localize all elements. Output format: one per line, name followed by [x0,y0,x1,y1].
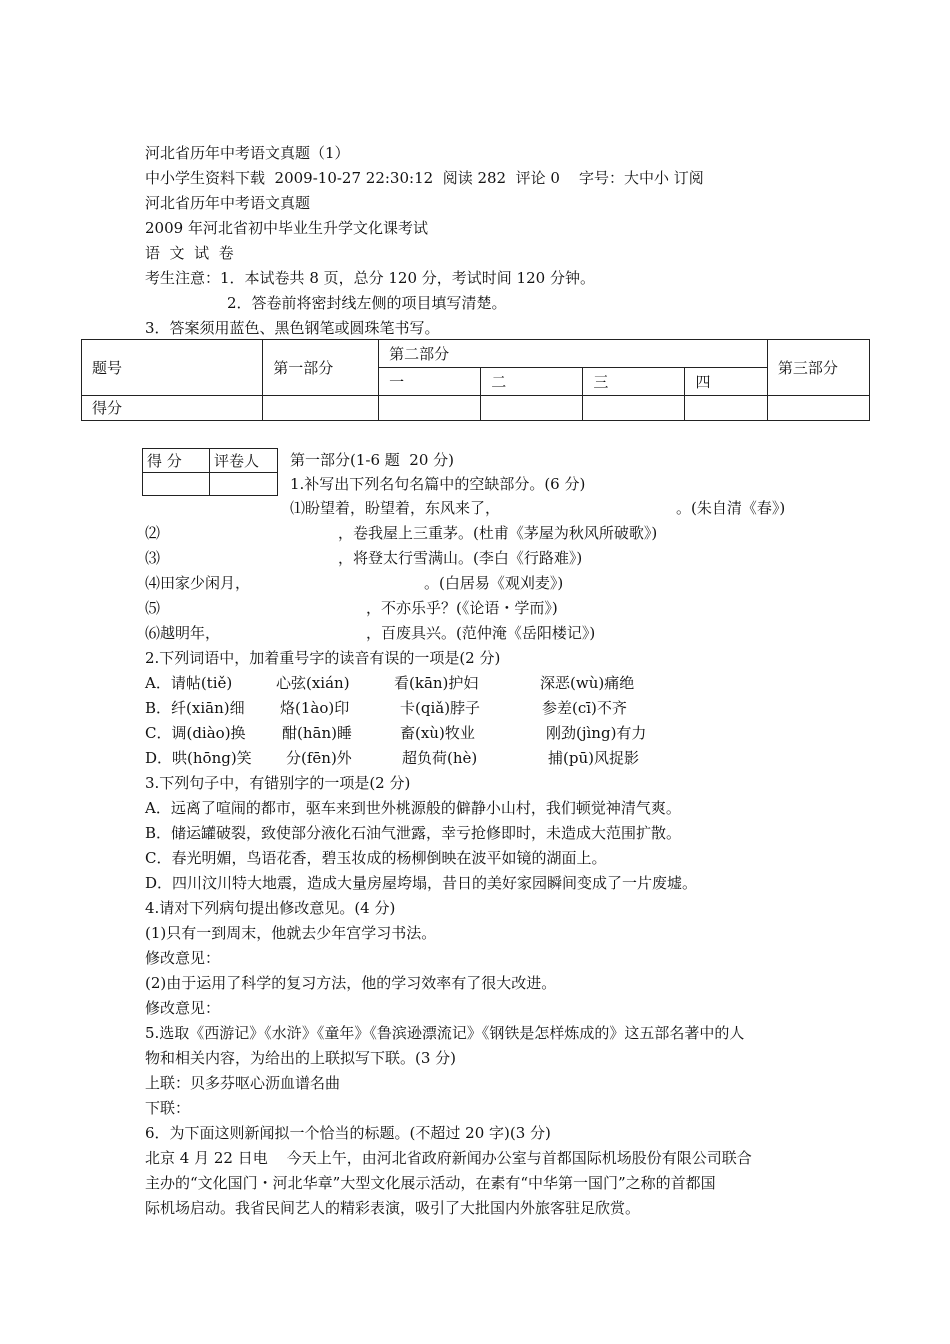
notice-line-3: 3．答案须用蓝色、黑色钢笔或圆珠笔书写。 [145,319,440,337]
q6-news-line-3: 际机场启动。我省民间艺人的精彩表演，吸引了大批国内外旅客驻足欣赏。 [145,1199,641,1217]
score-table-part2: 第二部分 [379,340,768,368]
notice-line-2: 2．答卷前将密封线左侧的项目填写清楚。 [227,294,507,312]
q2-option-b-3: 卡(qiǎ)脖子 [400,699,481,717]
q1-1-source: 。(朱自清《春》) [676,499,786,517]
q3-stem: 3.下列句子中，有错别字的一项是(2 分) [145,774,411,792]
q3-option-d: D．四川汶川特大地震，造成大量房屋垮塌，昔日的美好家园瞬间变成了一片废墟。 [145,874,698,892]
score-table-part1: 第一部分 [263,340,379,396]
score-row-label: 得分 [82,395,263,420]
score-table-sub-1: 一 [379,368,481,395]
q2-option-d-1: D．哄(hōng)笑 [145,749,252,767]
score-cell [583,395,685,420]
notice-line-1: 考生注意：1．本试卷共 8 页，总分 120 分，考试时间 120 分钟。 [145,269,595,287]
score-table [81,339,870,421]
q1-3-number: ⑶ [145,549,161,567]
q1-5-number: ⑸ [145,599,161,617]
q1-stem: 1.补写出下列名句名篇中的空缺部分。(6 分) [290,475,586,493]
score-cell [379,395,481,420]
q2-option-c-1: C．调(diào)换 [145,724,246,742]
q5-stem-line-1: 5.选取《西游记》《水浒》《童年》《鲁滨逊漂流记》《钢铁是怎样炼成的》这五部名著中的人 [145,1024,745,1042]
q2-option-a-3: 看(kān)护妇 [394,674,479,692]
grader-score-cell [143,472,210,496]
q1-1-text: ⑴盼望着，盼望着，东风来了， [290,499,501,517]
q2-option-d-4: 捕(pū)风捉影 [548,749,639,767]
q2-option-b-4: 参差(cī)不齐 [542,699,627,717]
q2-option-d-3: 超负荷(hè) [402,749,478,767]
q2-option-a-2: 心弦(xián) [276,674,350,692]
q4-sentence-1: (1)只有一到周末，他就去少年宫学习书法。 [145,924,437,942]
q6-stem: 6．为下面这则新闻拟一个恰当的标题。(不超过 20 字)(3 分) [145,1124,551,1142]
q6-news-line-2: 主办的“文化国门・河北华章”大型文化展示活动，在素有“中华第一国门”之称的首都国 [145,1174,716,1192]
score-cell [481,395,583,420]
score-table-sub-4: 四 [685,368,767,395]
exam-name: 2009 年河北省初中毕业生升学文化课考试 [145,219,428,237]
q2-stem: 2.下列词语中，加着重号字的读音有误的一项是(2 分) [145,649,501,667]
grader-name-cell [210,472,278,496]
q2-option-a-1: A．请帖(tiě) [145,674,233,692]
doc-subtitle: 河北省历年中考语文真题 [145,194,311,212]
q1-2-number: ⑵ [145,524,161,542]
doc-title: 河北省历年中考语文真题（1） [145,144,350,162]
q5-lower-couplet-label: 下联： [145,1099,191,1117]
score-cell [263,395,379,420]
score-table-sub-2: 二 [481,368,583,395]
q3-option-a: A．远离了喧闹的都市，驱车来到世外桃源般的僻静小山村，我们顿觉神清气爽。 [145,799,681,817]
q4-answer-2-label: 修改意见： [145,999,221,1017]
q5-stem-line-2: 物和相关内容，为给出的上联拟写下联。(3 分) [145,1049,457,1067]
paper-name: 语 文 试 卷 [145,244,234,262]
grader-box [142,448,278,496]
doc-meta: 中小学生资料下载 2009-10-27 22:30:12 阅读 282 评论 0 字号：大中小 订阅 [145,169,704,187]
q1-5-text: ，不亦乐乎？(《论语・学而》) [366,599,558,617]
q2-option-a-4: 深恶(wù)痛绝 [540,674,635,692]
q2-option-c-3: 畜(xù)牧业 [400,724,475,742]
score-table-header: 题号 [82,340,263,396]
q3-option-b: B．储运罐破裂，致使部分液化石油气泄露，幸亏抢修即时，未造成大范围扩散。 [145,824,682,842]
q2-option-d-2: 分(fēn)外 [286,749,352,767]
q1-4-text: ⑷田家少闲月， [145,574,251,592]
q2-option-c-2: 酣(hān)睡 [282,724,352,742]
q1-6-source: ，百废具兴。(范仲淹《岳阳楼记》) [366,624,596,642]
q5-upper-couplet: 上联：贝多芬呕心沥血谱名曲 [145,1074,341,1092]
score-cell [685,395,767,420]
q3-option-c: C．春光明媚，鸟语花香，碧玉妆成的杨柳倒映在波平如镜的湖面上。 [145,849,607,867]
q1-3-text: ，将登太行雪满山。(李白《行路难》) [338,549,583,567]
score-table-part3: 第三部分 [767,340,869,396]
q1-6-text: ⑹越明年， [145,624,221,642]
q1-4-source: 。(白居易《观刈麦》) [424,574,564,592]
part1-title: 第一部分(1-6 题 20 分) [290,451,455,469]
q2-option-c-4: 刚劲(jìng)有力 [546,724,647,742]
grader-score-label: 得 分 [143,449,210,473]
score-table-sub-3: 三 [583,368,685,395]
q4-stem: 4.请对下列病句提出修改意见。(4 分) [145,899,396,917]
q6-news-line-1: 北京 4 月 22 日电 今天上午，由河北省政府新闻办公室与首都国际机场股份有限公司联合 [145,1149,752,1167]
q4-sentence-2: (2)由于运用了科学的复习方法，他的学习效率有了很大改进。 [145,974,557,992]
q2-option-b-1: B．纤(xiān)细 [145,699,245,717]
q1-2-text: ，卷我屋上三重茅。(杜甫《茅屋为秋风所破歌》) [338,524,658,542]
q2-option-b-2: 烙(1ào)印 [280,699,350,717]
q4-answer-1-label: 修改意见： [145,949,221,967]
grader-label: 评卷人 [210,449,278,473]
score-cell [767,395,869,420]
